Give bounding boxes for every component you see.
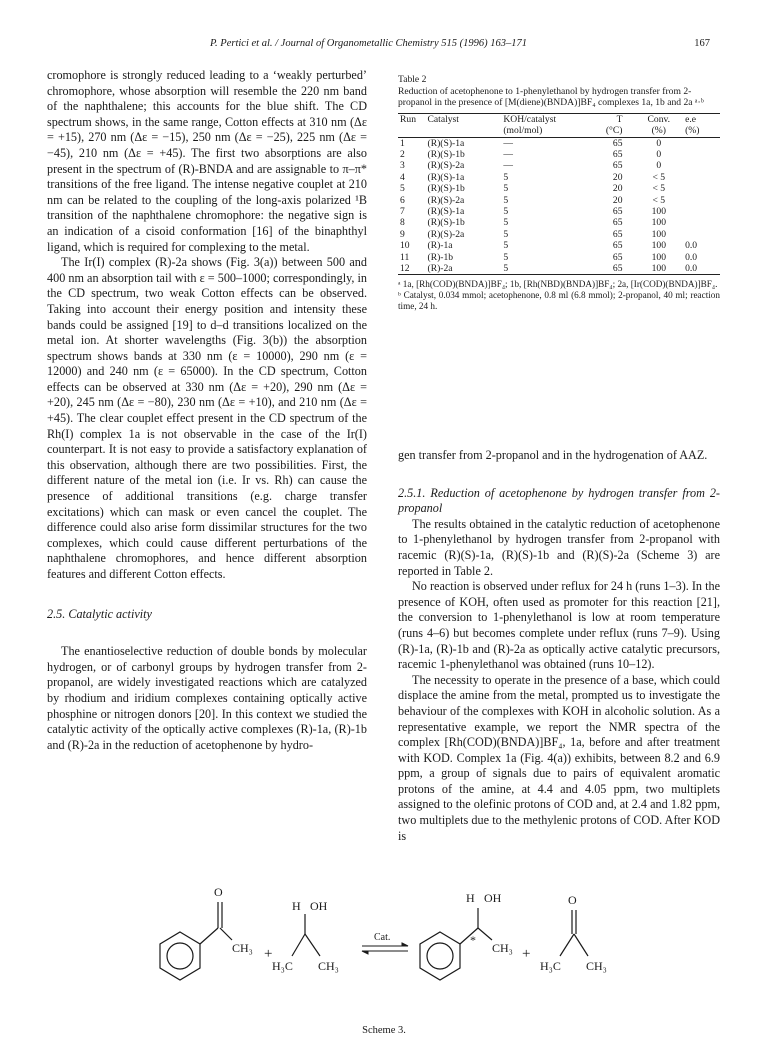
table-row [398,195,720,206]
table-cell: 5 [503,183,509,195]
table-cell: — [503,149,513,160]
page-number: 167 [694,38,710,49]
bond [305,934,320,956]
table-row [398,160,720,171]
subheader-cell: (%) [683,125,720,137]
table-cell: 65 [612,160,623,172]
table-row [398,172,720,183]
table-cell: 7 [400,206,405,218]
table-cell: (R)(S)-1a [427,137,465,149]
table-cell: 5 [503,251,509,263]
table-cell: (R)(S)-2a [427,228,465,240]
table-notes [398,279,720,312]
table-cell: 1 [400,137,405,149]
plus-sign: + [522,946,531,962]
catalyst-label: Cat. [374,932,391,943]
table-cell: 65 [612,137,623,149]
table-cell: 0.0 [683,263,720,275]
table-row [398,229,720,240]
table-cell [683,206,720,217]
subheader-cell: (°C) [580,125,635,137]
table-cell: 100 [651,251,666,263]
subheader-cell [426,125,502,137]
table-caption: Reduction of acetophenone to 1-phenylethanol by hydrogen transfer from 2-propanol in the presence of [M(diene)(BNDA)]BF₄ complexes 1a, 1b and 2a ᵃ·ᵇ [398,85,704,109]
table-cell [683,217,720,228]
header-cell: e.e [683,113,720,125]
table-row [398,252,720,263]
paragraph: The results obtained in the catalytic reduction of acetophenone to 1-phenylethanol by hydrogen transfer from 2-propanol with racemic (R)(S)-1a, (R)(S)-1b and (R)(S)-2a (Scheme 3) are reported in Table 2. [398,516,720,578]
bond [220,928,232,940]
table-cell: 100 [634,263,683,275]
table-cell: 65 [580,263,635,275]
table-cell: 100 [651,206,666,218]
hydrogen-label: H [466,891,475,905]
running-header [0,38,768,54]
left-column [47,68,367,753]
stereocenter-mark: * [470,933,476,947]
table-cell: 9 [400,228,405,240]
isopropanol-structure [292,914,320,956]
table-cell: 5 [503,171,509,183]
subsection-heading: 2.5.1. Reduction of acetophenone by hydrogen transfer from 2-propanol [398,485,720,516]
table-cell: < 5 [652,194,666,206]
table-cell: 8 [400,217,405,229]
right-column [398,448,720,844]
table-cell [683,195,720,206]
table-cell [683,183,720,194]
table-cell: 6 [400,194,405,206]
paragraph: The enantioselective reduction of double bonds by molecular hydrogen, or of carbonyl groups by hydrogen transfer from 2-propanol, are widely investigated reactions which are catalyzed by rhodium and iridium complexes containing optically active phosphine or nitrogen donors [20]. In this context we studied the catalytic activity of the optically active complexes (R)-1a, (R)-1b and (R)-2a in the reduction of acetophenone by hydro- [47,644,367,752]
table-row [398,137,720,149]
table-cell: 65 [612,217,623,229]
acetophenone-structure [160,902,232,980]
header-cell: Conv. [634,113,683,125]
table-cell: 0 [656,137,662,149]
table-cell: — [503,160,513,172]
table-cell: (R)(S)-2a [427,160,465,172]
table-body [398,137,720,275]
methyl-label: CH₃ [232,941,253,955]
benzene-ring [420,932,460,980]
paragraph: The necessity to operate in the presence of a base, which could displace the amine from the metal, prompted us to investigate the behaviour of the complexes with KOH in alcoholic solution. As a representative example, we report the NMR spectra of the complex [Rh(COD)(BNDA)]BF₄, 1a, before and after treatment with KOD. Complex 1a (Fig. 4(a)) exhibits, between 8.2 and 6.9 ppm, a group of signals due to pairs of equivalent aromatic protons of the amine, at 4.4 and 4.05 ppm, two multiplets assigned to the olefinic protons of COD and, at 2.4 and 1.82 ppm, two multiplets due to the methylenic protons of COD. After KOD is [398,672,720,843]
methyl-label: CH₃ [586,959,607,973]
table-cell: 100 [651,217,666,229]
table-cell [683,172,720,183]
table-cell: 0 [656,160,662,172]
oxygen-label: O [214,885,223,899]
bond [292,934,305,956]
table-cell: (R)(S)-2a [427,194,465,206]
results-table [398,113,720,276]
bond [200,928,218,944]
subheader-cell: (mol/mol) [501,125,580,137]
table-note-a: ᵃ 1a, [Rh(COD)(BNDA)]BF₄; 1b, [Rh(NBD)(BNDA)]BF₄; 2a, [Ir(COD)(BNDA)]BF₄. [398,279,718,290]
table-row [398,149,720,160]
table-row [398,263,720,275]
table-cell: < 5 [652,183,666,195]
table-cell: 20 [612,171,623,183]
subheader-cell [398,125,426,137]
table-cell: < 5 [652,171,666,183]
table-cell: 20 [612,183,623,195]
methyl-label: H₃C [540,959,561,973]
table-cell: (R)-1b [427,251,454,263]
paragraph: cromophore is strongly reduced leading to a ‘weakly perturbed’ chromophore, whose absorption will resemble the 220 nm band of the naphthalene; this accounts for the blue shift. The CD spectrum shows, in the same range, Cotton effects at 310 nm (Δε = +15), 270 nm (Δε = −15), 250 nm (Δε = −25), 225 nm (Δε = −45), 210 nm (Δε = +45). The first two absorptions are also present in the spectrum of (R)-BNDA and are assignable to π–π* transitions of the free ligand. The intense negative couplet at 210 nm can be related to the coupling of the long-axis polarized ¹B transition of the naphthalene chromophore: the negative sign is an indication of a cisoid conformation [16] of the binaphthyl ligand, which is required for complexing to the metal. [47,68,367,254]
header-cell: T [580,113,635,125]
table-cell: — [503,137,513,149]
table-cell: 100 [651,228,666,240]
scheme-3-reaction [140,882,660,1002]
table-row [398,217,720,228]
table-cell: 5 [503,240,509,252]
table-cell: (R)(S)-1a [427,206,465,218]
bond [574,934,588,956]
hydroxyl-label: OH [310,899,328,913]
table-cell: 0.0 [685,251,698,263]
table-subheader-row [398,125,720,137]
hydrogen-label: H [292,899,301,913]
table-cell: (R)(S)-1b [427,149,465,160]
table-cell: 65 [612,149,623,160]
table-cell: 65 [612,228,623,240]
table-cell: 5 [503,194,509,206]
table-cell: 100 [651,240,666,252]
table-cell: 65 [612,240,623,252]
paragraph: gen transfer from 2-propanol and in the hydrogenation of AAZ. [398,448,708,462]
table-cell: 4 [400,171,405,183]
acetone-structure [560,910,588,956]
table-cell [683,229,720,240]
methyl-label: CH₃ [492,941,513,955]
table-cell: 5 [400,183,405,195]
table-cell: 65 [612,251,623,263]
table-cell: (R)-1a [427,240,453,252]
bond [478,928,492,940]
methyl-label: H₃C [272,959,293,973]
table-cell: 2 [400,149,405,160]
table-row [398,206,720,217]
header-cell: Catalyst [426,113,502,125]
table-cell [683,137,720,149]
paragraph: No reaction is observed under reflux for 24 h (runs 1–3). In the presence of KOH, often used as promoter for this reaction [21], the conversion to 1-phenylethanol is low at room temperature (runs 4–6) but becomes complete under reflux (runs 7–9). Using (R)-1a, (R)-1b and (R)-2a as optically active catalytic precursors, racemic 1-phenylethanol was obtained (runs 10–12). [398,579,720,672]
table-cell: 12 [398,263,426,275]
table-header-row [398,113,720,125]
table-cell: (R)-2a [426,263,502,275]
table-cell: 11 [400,251,410,263]
hydroxyl-label: OH [484,891,502,905]
table-note-b: ᵇ Catalyst, 0.034 mmol; acetophenone, 0.8 ml (6.8 mmol); 2-propanol, 40 ml; reaction time, 24 h. [398,290,720,312]
header-cell: Run [398,113,426,125]
table-cell: (R)(S)-1b [427,183,465,195]
header-cell: KOH/catalyst [501,113,580,125]
plus-sign: + [264,946,273,962]
table-cell: 5 [503,217,509,229]
aromatic-circle [427,943,453,969]
table-2 [398,74,720,312]
table-cell: 65 [612,206,623,218]
table-cell: (R)(S)-1b [427,217,465,229]
table-cell: 20 [612,194,623,206]
paragraph: The Ir(I) complex (R)-2a shows (Fig. 3(a)) between 500 and 400 nm an absorption tail with ε = 500–1000; correspondingly, in the CD spectrum, two weak Cotton effects can be observed. Taking into account their energy position and intensity these bands could be assigned [19] to d–d transitions localized on the metal ion. At shorter wavelengths (Fig. 3(b)) the absorption spectrum shows bands at 330 nm (ε = 10000), 290 nm (ε = 12000) and 240 nm (ε = 65000). In the CD spectrum, Cotton effects can be observed at 330 nm (Δε = +20), 290 nm (Δε = +20), 245 nm (Δε = −80), 230 nm (Δε = +10), and 210 nm (Δε = +45). The clear couplet effect present in the CD spectrum of the Rh(I) complex 1a is not observable in the case of the Ir(I) counterpart. It is not easy to provide a satisfactory explanation of this observation, although there are two possibilities. First, the different nature of the metal ion (i.e. Ir vs. Rh) can cause the presence of additional transitions (e.g. charge transfer excitations) which can mask or even cancel the couplet. The difference could also arise form dissimilar structures for the two complexes, which could cause different perturbations of the naphthalene chromophores, and hence different absorption features and different Cotton effects. [47,255,367,581]
aromatic-circle [167,943,193,969]
table-cell [683,160,720,171]
table-title: Table 2 [398,74,427,85]
equilibrium-arrow [362,943,408,954]
oxygen-label: O [568,893,577,907]
table-cell: 5 [503,206,509,218]
table-cell [683,149,720,160]
benzene-ring [160,932,200,980]
table-cell: (R)(S)-1a [427,171,465,183]
bond [560,934,574,956]
table-cell: 10 [400,240,410,252]
running-title: P. Pertici et al. / Journal of Organometallic Chemistry 515 (1996) 163–171 [210,38,528,49]
phenylethanol-structure [420,908,492,980]
subheader-cell: (%) [634,125,683,137]
section-heading: 2.5. Catalytic activity [47,606,152,621]
table-cell: 5 [503,228,509,240]
table-cell: 0 [656,149,662,160]
table-row [398,240,720,251]
table-cell: 3 [400,160,405,172]
table-row [398,183,720,194]
table-cell: 0.0 [685,240,698,252]
methyl-label: CH₃ [318,959,339,973]
scheme-caption: Scheme 3. [362,1025,406,1036]
table-cell: 5 [501,263,580,275]
